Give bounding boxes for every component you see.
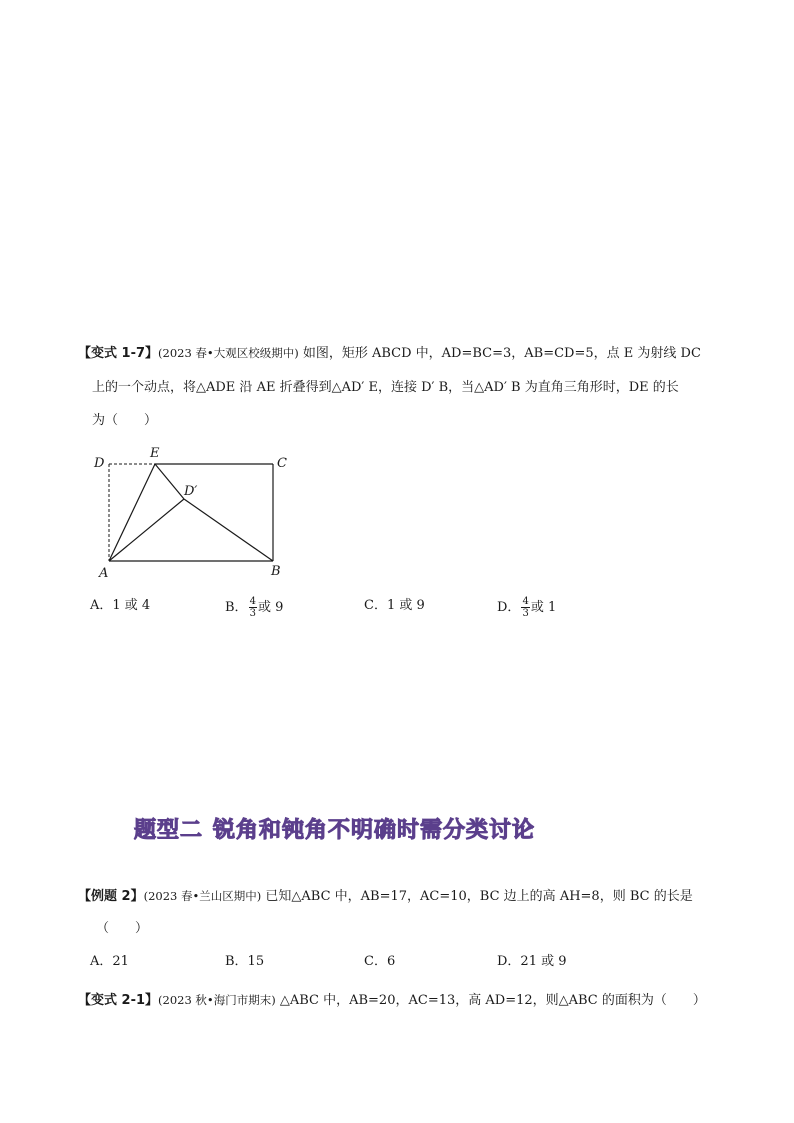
label-A: A xyxy=(99,566,109,581)
ex2-option-b: B．15 xyxy=(225,954,265,969)
q17-text-2: 上的一个动点，将△ADE 沿 AE 折叠得到△AD′ E，连接 D′ B，当△AD′ B 为直角三角形时，DE 的长 xyxy=(92,380,679,395)
q17-text-1: 如图，矩形 ABCD 中，AD=BC=3，AB=CD=5，点 E 为射线 DC xyxy=(302,346,701,361)
label-D: D xyxy=(94,456,105,471)
segment-AD xyxy=(109,499,184,561)
fraction-four-thirds xyxy=(521,596,529,619)
ex2-option-a: A．21 xyxy=(90,954,129,969)
q17-option-a: A．1 或 4 xyxy=(90,598,151,613)
q17-option-b-prefix: B． xyxy=(225,600,248,615)
q17-option-b xyxy=(225,596,283,619)
q17-option-d xyxy=(497,596,556,619)
ex2-line2 xyxy=(96,919,148,939)
q17-option-c: C．1 或 9 xyxy=(364,598,425,613)
fraction-four-thirds xyxy=(249,596,257,619)
q21-line1 xyxy=(78,990,706,1011)
ex2-option-d: D．21 或 9 xyxy=(497,954,567,969)
q17-option-d-prefix: D． xyxy=(497,600,521,615)
fraction-numerator: 4 xyxy=(522,596,529,607)
section-heading-title: 锐角和钝角不明确时需分类讨论 xyxy=(213,818,536,843)
fraction-denominator: 3 xyxy=(249,608,256,619)
ex2-text-2: （ ） xyxy=(96,921,149,936)
q17-source: (2023 春•大观区校级期中) xyxy=(158,346,299,360)
q17-option-d-suffix: 或 1 xyxy=(530,600,557,615)
q21-text-1: △ABC 中，AB=20，AC=13，高 AD=12，则△ABC 的面积为（ ） xyxy=(279,993,706,1008)
section-heading xyxy=(134,813,535,844)
segment-DB xyxy=(184,499,273,561)
label-B: B xyxy=(271,564,281,579)
rectangle-fold-figure xyxy=(86,446,306,586)
q17-text-3: 为（ ） xyxy=(92,413,158,428)
q17-line1 xyxy=(78,343,701,364)
section-heading-number: 题型二 xyxy=(134,818,204,843)
label-D-prime: D′ xyxy=(184,484,198,499)
segment-AE xyxy=(109,464,155,561)
ex2-option-c: C．6 xyxy=(364,954,396,969)
ex2-source: (2023 春•兰山区期中) xyxy=(143,889,262,903)
ex2-text-1: 已知△ABC 中，AB=17，AC=10，BC 边上的高 AH=8，则 BC 的长是 xyxy=(265,889,693,904)
q17-line2 xyxy=(92,378,679,398)
q21-tag: 【变式 2-1】 xyxy=(78,993,159,1008)
q17-option-b-suffix: 或 9 xyxy=(257,600,284,615)
fraction-denominator: 3 xyxy=(522,608,529,619)
q17-tag: 【变式 1-7】 xyxy=(78,346,159,361)
ex2-line1 xyxy=(78,886,693,907)
label-C: C xyxy=(277,456,287,471)
label-E: E xyxy=(150,446,160,461)
q21-source: (2023 秋•海门市期末) xyxy=(158,993,276,1007)
q17-line3 xyxy=(92,411,157,431)
segment-ED xyxy=(155,464,184,499)
fraction-numerator: 4 xyxy=(249,596,256,607)
ex2-tag: 【例题 2】 xyxy=(78,889,144,904)
